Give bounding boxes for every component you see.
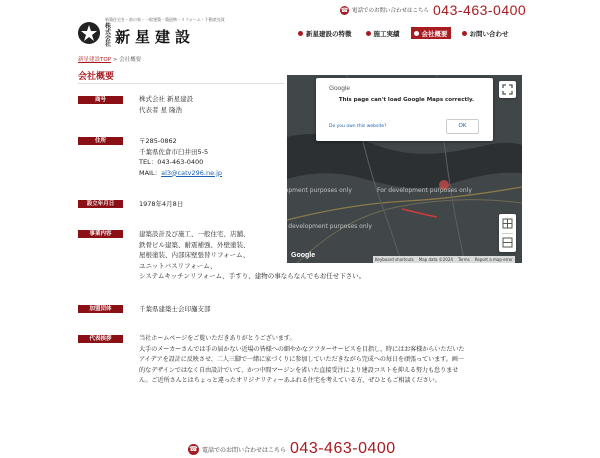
nav-item-label: 施工実績: [373, 29, 400, 38]
nav-item-works[interactable]: [363, 27, 403, 39]
breadcrumb-separator: >: [112, 57, 118, 63]
contact-phone[interactable]: 043-463-0400: [433, 2, 527, 18]
map-dev-text: For development purposes only: [277, 223, 372, 230]
company-representative-line: 代表者 星 隆浩: [139, 105, 183, 114]
nav-item-contact[interactable]: [459, 27, 512, 39]
nav-item-features[interactable]: [295, 27, 355, 39]
business-line: 屋根塗装、内部床壁張替リフォーム、: [139, 251, 250, 259]
greeting-line: 当社ホームページをご覧いただきありがとうございます。: [139, 335, 296, 342]
address-mail-line: [139, 168, 222, 179]
greeting-line: 的なデザインではなく自由設計でいて、かつ中間マージンを省いた直接受注により建設コストを抑える努力も怠りませ: [139, 366, 459, 374]
google-map[interactable]: [257, 75, 522, 263]
greeting-line: ん。ご近所さんとはちょっと違ったオリジナリティーあふれる住宅を考えている方、ぜひともご相談ください。: [139, 377, 441, 385]
map-google-logo: Google: [291, 252, 316, 259]
contact-label: 電話でのお問い合わせはこちら: [352, 8, 430, 14]
map-dev-text: For development purposes only: [377, 187, 472, 194]
business-line: 鉄骨ビル建築、耐震補強、外壁塗装、: [139, 240, 250, 249]
association-value: 千葉県建築士会印旛支部: [139, 305, 211, 313]
company-name-value: [139, 94, 193, 115]
founded-label: 設立年月日: [78, 200, 123, 208]
nav-item-company[interactable]: [411, 27, 451, 39]
company-name-label: 商号: [78, 96, 123, 104]
business-line: ユニットバスリフォーム、: [139, 261, 217, 270]
breadcrumb: [78, 55, 141, 63]
nav-item-label: 新星建設の特徴: [306, 29, 352, 38]
business-line: システムキッチンリフォーム、手すり、建物の事ならなんでもお任せ下さい。: [139, 272, 366, 280]
greeting-line: 大手のメーカーさんでは手の届かない近場の皆様への細やかなアフターサービスを目指し、時にはお客様からいただいた: [139, 345, 465, 353]
dialog-google-logo: Google: [329, 85, 350, 92]
company-name-line: 株式会社 新星建設: [139, 95, 194, 103]
address-postal: 〒285-0862: [139, 137, 177, 145]
footer-contact-label: 電話でのお問い合わせはこちら: [202, 446, 287, 454]
footer-contact[interactable]: [188, 440, 396, 458]
nav-bullet-icon: [366, 31, 371, 36]
phone-icon: ☎: [340, 6, 349, 14]
keyboard-shortcuts-link[interactable]: Keyboard shortcuts: [375, 257, 414, 262]
nav-bullet-icon: [462, 31, 467, 36]
business-line: 建築設計及び施工、一般住宅、店舗、: [139, 230, 250, 238]
association-label: 加盟団体: [78, 305, 123, 313]
zoom-in-icon[interactable]: [499, 214, 516, 233]
dialog-message: This page can't load Google Maps correctly.: [338, 97, 475, 103]
breadcrumb-home-link[interactable]: 新星建設TOP: [78, 57, 112, 63]
site-header: [0, 0, 600, 46]
terms-link[interactable]: Terms: [457, 257, 470, 262]
nav-bullet-icon: [298, 31, 303, 36]
title-divider: [78, 83, 284, 84]
address-street: 千葉県佐倉市臼井田5-5: [139, 147, 209, 156]
zoom-out-icon[interactable]: [499, 233, 516, 252]
address-tel: TEL：043-463-0400: [139, 158, 204, 166]
dialog-own-site-link[interactable]: Do you own this website?: [329, 124, 387, 129]
founded-value: 1978年4月8日: [139, 200, 184, 208]
address-value: [139, 136, 222, 178]
logo-company-name: 新星建設: [115, 27, 196, 46]
nav-bullet-icon: [414, 31, 419, 36]
mail-prefix: MAIL：: [139, 168, 162, 177]
footer-contact-phone[interactable]: 043-463-0400: [290, 440, 396, 457]
map-error-dialog: [316, 78, 493, 141]
map-dev-text: For development purposes only: [257, 187, 352, 194]
business-label: 事業内容: [78, 230, 123, 238]
nav-item-label: 会社概要: [421, 29, 448, 38]
logo-tagline: 新築住宅を・前の家・一般建築・築造物・リフォーム・不動産売買: [105, 17, 225, 22]
main-nav: [295, 27, 520, 39]
mail-link[interactable]: al3@catv296.ne.jp: [161, 168, 223, 177]
map-zoom-control: [499, 214, 516, 252]
report-map-error-link[interactable]: Report a map error: [474, 257, 513, 262]
site-logo[interactable]: [78, 17, 225, 48]
greeting-label: 代表挨拶: [78, 335, 123, 343]
map-data-text: Map data ©2024: [418, 257, 453, 262]
nav-item-label: お問い合わせ: [469, 29, 509, 38]
fullscreen-icon[interactable]: [499, 81, 516, 98]
address-label: 住所: [78, 137, 123, 145]
dialog-ok-button[interactable]: OK: [446, 119, 479, 134]
breadcrumb-current: 会社概要: [119, 57, 142, 63]
greeting-line: アイデアを設計に反映させ、二人三脚で一緒に家づくりに参加していただきながら完成への毎日を頑張っています。画一: [139, 356, 464, 364]
page-title: 会社概要: [78, 72, 115, 82]
phone-icon: ☎: [189, 444, 198, 453]
logo-company-type: 株式会社: [105, 23, 112, 48]
star-logo-icon: [78, 22, 100, 44]
map-attribution: [373, 256, 515, 263]
greeting-value: [139, 334, 539, 387]
header-contact[interactable]: [340, 2, 526, 18]
